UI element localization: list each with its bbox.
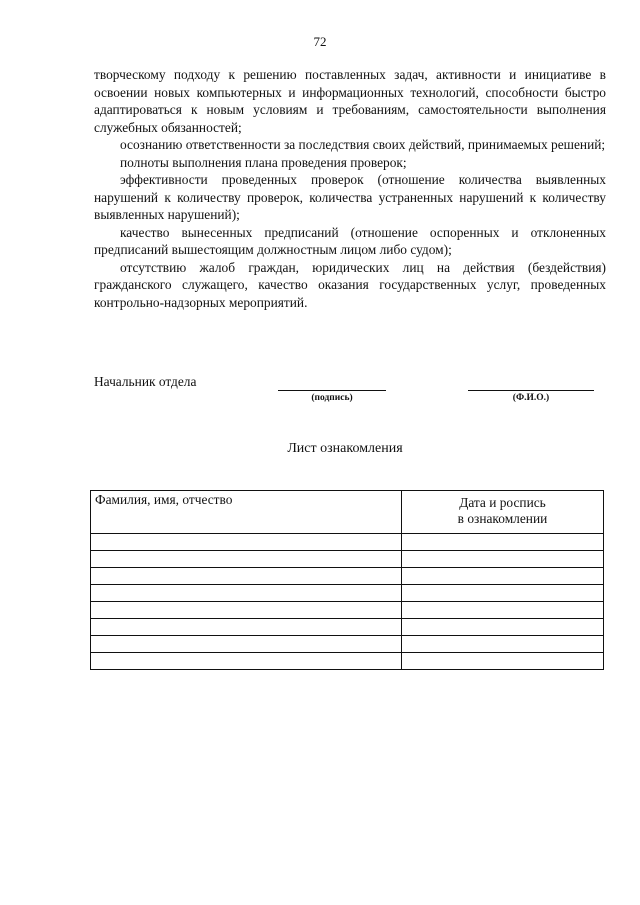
table-row (91, 619, 604, 636)
date-signature-cell (402, 534, 604, 551)
table-row (91, 534, 604, 551)
date-signature-cell (402, 585, 604, 602)
paragraph-no-complaints: отсутствию жалоб граждан, юридических лиц на действия (бездействия) гражданского служащего, качество оказания государственных услуг, проведенных контрольно-надзорных мероприятий. (94, 259, 606, 310)
column-header-date-line2: в ознакомлении (457, 511, 548, 526)
date-signature-cell (402, 653, 604, 670)
column-header-full-name: Фамилия, имя, отчество (91, 491, 402, 534)
full-name-cell (91, 653, 402, 670)
department-head-label: Начальник отдела (94, 374, 197, 389)
column-header-date-signature (402, 491, 604, 534)
table-row (91, 653, 604, 670)
date-signature-cell (402, 568, 604, 585)
paragraph-responsibility: осознанию ответственности за последствия своих действий, принимаемых решений; (120, 137, 606, 152)
table-row (91, 568, 604, 585)
full-name-cell (91, 585, 402, 602)
table-header-row (91, 491, 604, 534)
date-signature-cell (402, 551, 604, 568)
full-name-line (468, 390, 594, 391)
table-row (91, 602, 604, 619)
paragraph-inspection-plan: полноты выполнения плана проведения проверок; (120, 154, 407, 170)
column-header-date-line1: Дата и роспись (459, 495, 546, 510)
page-number: 72 (313, 34, 327, 49)
paragraph-prescriptions-quality: качество вынесенных предписаний (отношение оспоренных и отклоненных предписаний вышестоящим должностным лицом либо судом); (94, 224, 606, 257)
full-name-cell (91, 534, 402, 551)
paragraph-inspection-efficiency: эффективности проведенных проверок (отношение количества выявленных нарушений к количеству проверок, количества устраненных нарушений к количеству выявленных нарушений); (94, 172, 606, 222)
full-name-cell (91, 602, 402, 619)
full-name-caption: (Ф.И.О.) (512, 393, 550, 403)
table-row (91, 636, 604, 653)
full-name-cell (91, 636, 402, 653)
paragraph-creative-approach: творческому подходу к решению поставленных задач, активности и инициативе в освоении новых компьютерных и информационных технологий, способности быстро адаптироваться к новым условиям и требованиям, самостоятельности выполнения служебных обязанностей; (94, 67, 606, 135)
table-row (91, 585, 604, 602)
date-signature-cell (402, 602, 604, 619)
signature-caption: (подпись) (311, 393, 353, 403)
signature-line (278, 390, 386, 391)
date-signature-cell (402, 619, 604, 636)
body-text (94, 66, 606, 311)
acknowledgement-sheet-title: Лист ознакомления (287, 441, 403, 456)
table-body (91, 534, 604, 670)
full-name-cell (91, 568, 402, 585)
acknowledgement-table (90, 490, 604, 670)
signature-block (94, 374, 606, 414)
date-signature-cell (402, 636, 604, 653)
table-row (91, 551, 604, 568)
full-name-cell (91, 619, 402, 636)
full-name-cell (91, 551, 402, 568)
